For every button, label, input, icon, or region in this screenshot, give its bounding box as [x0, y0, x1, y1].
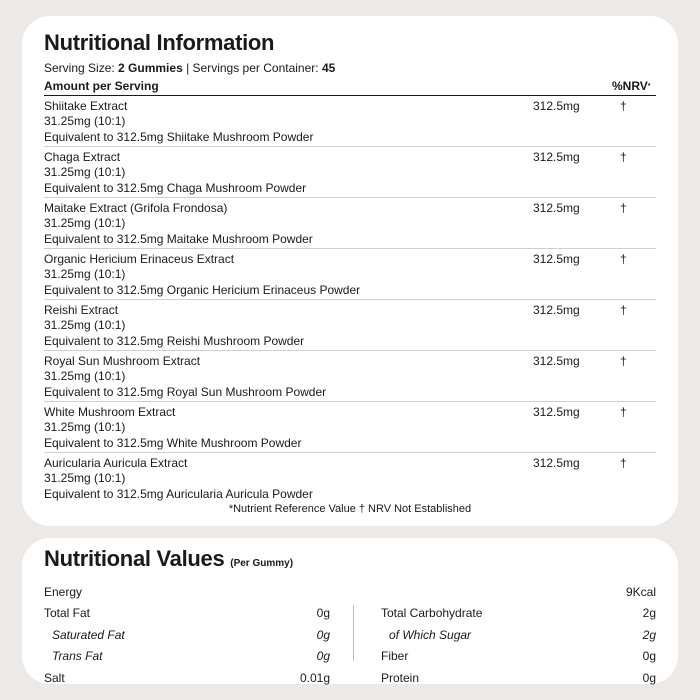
value-label: Trans Fat: [52, 649, 103, 663]
column-divider: [353, 605, 354, 661]
ingredient-name: Maitake Extract (Grifola Frondosa): [44, 201, 228, 215]
ingredient-nrv: †: [620, 252, 627, 266]
value-amount: 0g: [316, 606, 330, 620]
value-row-total-fat: [44, 603, 330, 625]
nrv-header-mark: *: [647, 83, 651, 90]
ingredient-ratio: 31.25mg (10:1): [44, 267, 126, 282]
ingredient-ratio: 31.25mg (10:1): [44, 318, 126, 333]
value-amount: 2g: [642, 606, 656, 620]
value-amount: 0.01g: [299, 670, 330, 685]
values-right-column: [381, 603, 656, 689]
ingredient-amount: 312.5mg: [533, 456, 580, 470]
ingredient-row: [44, 147, 656, 198]
ingredient-equivalent: Equivalent to 312.5mg Shiitake Mushroom Powder: [44, 129, 314, 144]
ingredient-amount: 312.5mg: [533, 201, 580, 215]
servings-label: | Servings per Container:: [182, 61, 322, 75]
value-row-fiber: [381, 646, 656, 668]
per-gummy-label: (Per Gummy): [230, 558, 294, 569]
value-amount: 0g: [642, 649, 656, 663]
ingredient-nrv: †: [620, 354, 627, 368]
value-label: Salt: [44, 670, 65, 685]
value-amount: 0g: [316, 649, 330, 663]
values-columns: [44, 603, 656, 693]
info-title: Nutritional Information: [44, 30, 275, 55]
ingredient-equivalent: Equivalent to 312.5mg Maitake Mushroom Powder: [44, 231, 313, 246]
ingredient-amount: 312.5mg: [533, 150, 580, 164]
value-label: Total Fat: [44, 606, 91, 620]
ingredient-ratio: 31.25mg (10:1): [44, 114, 126, 129]
ingredient-equivalent: Equivalent to 312.5mg Reishi Mushroom Powder: [44, 333, 305, 348]
values-title: [44, 546, 656, 577]
ingredient-ratio: 31.25mg (10:1): [44, 471, 126, 486]
ingredient-amount: 312.5mg: [533, 99, 580, 113]
energy-row: [44, 582, 656, 602]
ingredient-amount: 312.5mg: [533, 303, 580, 317]
value-amount: 0g: [642, 670, 656, 685]
ingredient-name: Royal Sun Mushroom Extract: [44, 354, 201, 368]
ingredient-nrv: †: [620, 99, 627, 113]
ingredient-nrv: †: [620, 150, 627, 164]
serving-size-label: Serving Size:: [44, 61, 119, 75]
ingredient-name: Shiitake Extract: [44, 99, 128, 113]
ingredient-ratio: 31.25mg (10:1): [44, 420, 126, 435]
value-label: Total Carbohydrate: [381, 606, 483, 620]
ingredient-row: [44, 96, 656, 147]
nutritional-values-panel: [22, 538, 678, 684]
ingredient-ratio: 31.25mg (10:1): [44, 369, 126, 384]
ingredient-equivalent: Equivalent to 312.5mg White Mushroom Powder: [44, 435, 302, 450]
serving-line: [44, 61, 656, 75]
nutritional-information-panel: [22, 16, 678, 526]
ingredient-ratio: 31.25mg (10:1): [44, 165, 126, 180]
ingredient-equivalent: Equivalent to 312.5mg Royal Sun Mushroom Powder: [44, 384, 327, 399]
energy-label: Energy: [44, 585, 83, 599]
nrv-header-label: %NRV: [612, 79, 648, 93]
ingredient-name: Auricularia Auricula Extract: [44, 456, 188, 470]
table-header: [44, 78, 656, 96]
value-row-trans-fat: [44, 646, 330, 668]
ingredient-equivalent: Equivalent to 312.5mg Auricularia Auricula Powder: [44, 486, 313, 501]
ingredient-nrv: †: [620, 303, 627, 317]
ingredient-name: Reishi Extract: [44, 303, 119, 317]
ingredient-nrv: †: [620, 201, 627, 215]
nrv-header: [612, 78, 651, 95]
values-left-column: [44, 603, 330, 689]
ingredient-row: [44, 198, 656, 249]
value-amount: 0g: [316, 627, 330, 642]
energy-value: 9Kcal: [625, 585, 656, 599]
nrv-footnote: *Nutrient Reference Value † NRV Not Established: [228, 503, 472, 515]
value-label: Protein: [381, 670, 420, 685]
ingredient-row: [44, 402, 656, 453]
amount-per-serving-header: Amount per Serving: [44, 79, 159, 93]
ingredient-amount: 312.5mg: [533, 252, 580, 266]
ingredient-row: [44, 300, 656, 351]
ingredient-equivalent: Equivalent to 312.5mg Chaga Mushroom Powder: [44, 180, 307, 195]
value-amount: 2g: [642, 627, 656, 642]
servings-value: 45: [321, 61, 336, 75]
ingredient-ratio: 31.25mg (10:1): [44, 216, 126, 231]
ingredient-equivalent: Equivalent to 312.5mg Organic Hericium Erinaceus Powder: [44, 282, 361, 297]
serving-size-value: 2 Gummies: [118, 61, 183, 75]
ingredient-amount: 312.5mg: [533, 405, 580, 419]
value-row-sugar: [381, 625, 656, 647]
ingredient-nrv: †: [620, 405, 627, 419]
ingredient-nrv: †: [620, 456, 627, 470]
value-row-protein: [381, 668, 656, 690]
ingredient-row: [44, 249, 656, 300]
ingredient-name: Chaga Extract: [44, 150, 121, 164]
value-label: of Which Sugar: [389, 627, 472, 642]
value-label: Saturated Fat: [52, 627, 125, 642]
ingredient-row: [44, 351, 656, 402]
value-row-total-carbohydrate: [381, 603, 656, 625]
ingredient-amount: 312.5mg: [533, 354, 580, 368]
values-title-text: Nutritional Values: [44, 546, 225, 571]
value-row-salt: [44, 668, 330, 690]
value-row-saturated-fat: [44, 625, 330, 647]
ingredient-name: Organic Hericium Erinaceus Extract: [44, 252, 235, 266]
value-label: Fiber: [381, 649, 409, 663]
ingredient-row: [44, 453, 656, 504]
ingredient-name: White Mushroom Extract: [44, 405, 176, 419]
